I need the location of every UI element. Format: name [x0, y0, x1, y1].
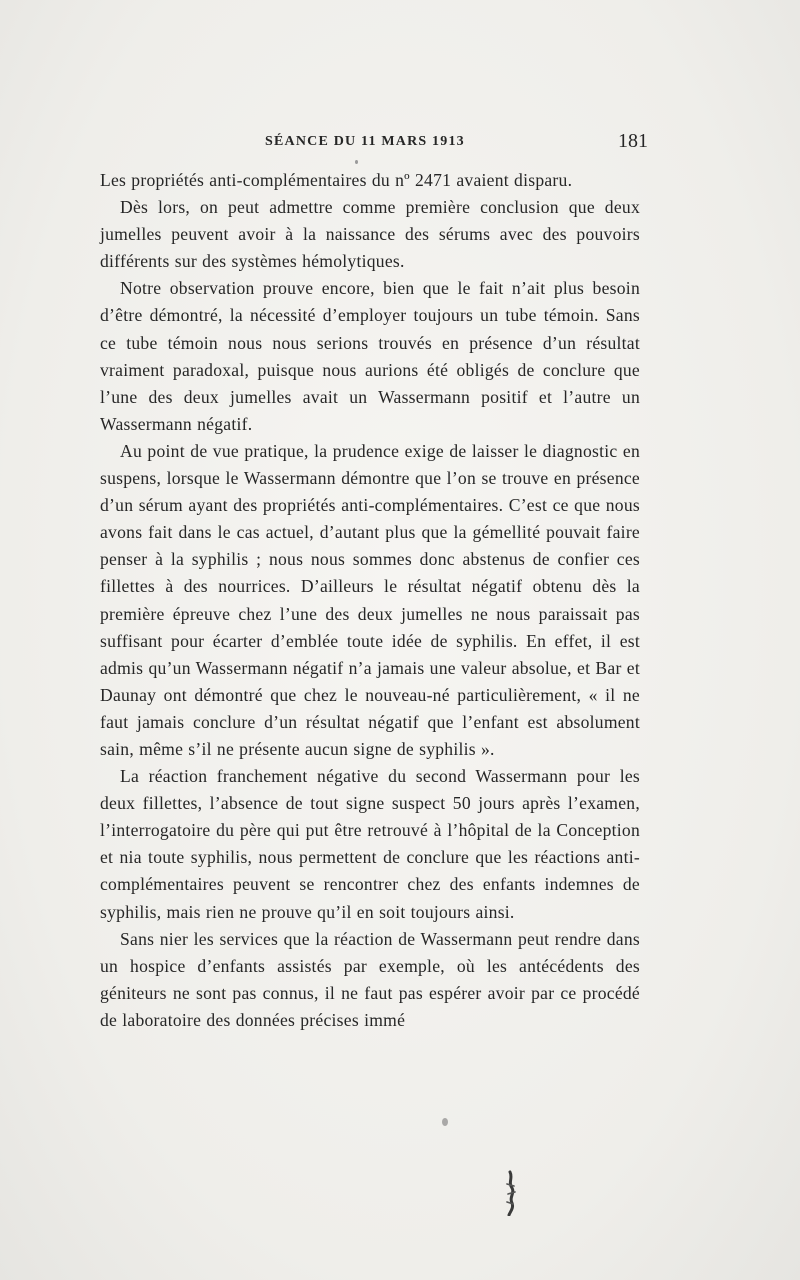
- paragraph: Dès lors, on peut admettre comme première conclusion que deux jumelles peuvent avoir à la naissance des sérums avec des pouvoirs différents sur des systèmes hémolytiques.: [100, 197, 640, 272]
- paragraph: La réaction franchement négative du second Wassermann pour les deux fillettes, l’absence de tout signe suspect 50 jours après l’examen, l’interrogatoire du père qui put être retrouvé à l’hôpital de la Conception et nia toute syphilis, nous permettent de conclure que les réactions anti-complémentaires peuvent se rencontrer chez des enfants indemnes de syphilis, mais rien ne prouve qu’il en soit toujours ainsi.: [100, 766, 640, 922]
- paragraph: Les propriétés anti-complémentaires du nº 2471 avaient disparu.: [100, 170, 573, 190]
- paragraph: Au point de vue pratique, la prudence exige de laisser le diagnostic en suspens, lorsque le Wassermann démontre que l’on se trouve en présence d’un sérum ayant des propriétés anti-complémentaires. C’est ce que nous avons fait dans le cas actuel, d’autant plus que la gémellité pouvait faire penser à la syphilis ; nous nous sommes donc abstenus de confier ces fillettes à des nourrices. D’ailleurs le résultat négatif obtenu dès la première épreuve chez l’une des deux jumelles ne nous paraissait pas suffisant pour écarter d’emblée toute idée de syphilis. En effet, il est admis qu’un Wassermann négatif n’a jamais une valeur absolue, et Bar et Daunay ont démontré que chez le nouveau-né particulièrement, « il ne faut jamais conclure d’un résultat négatif que l’enfant est absolument sain, même s’il ne présente aucun signe de syphilis ».: [100, 440, 640, 759]
- running-header: [100, 130, 648, 160]
- body-text: [100, 167, 640, 1034]
- paragraph: Notre observation prouve encore, bien que le fait n’ait plus besoin d’être démontré, la nécessité d’employer toujours un tube témoin. Sans ce tube témoin nous nous serions trouvés en présence d’un résultat vraiment paradoxal, puisque nous aurions été obligés de conclure que l’une des deux jumelles avait un Wassermann positif et l’autre un Wassermann négatif.: [100, 278, 640, 434]
- header-title: SÉANCE DU 11 MARS 1913: [265, 134, 465, 149]
- paragraph: Sans nier les services que la réaction de Wassermann peut rendre dans un hospice d’enfants assistés par exemple, où les antécédents des géniteurs ne sont pas connus, il ne faut pas espérer avoir par ce procédé de laboratoire des données précises immé: [100, 928, 640, 1030]
- ink-speck: [442, 1118, 448, 1126]
- print-speck: [355, 160, 358, 164]
- page-number: 181: [618, 130, 648, 152]
- ink-mark-icon: [500, 1170, 522, 1216]
